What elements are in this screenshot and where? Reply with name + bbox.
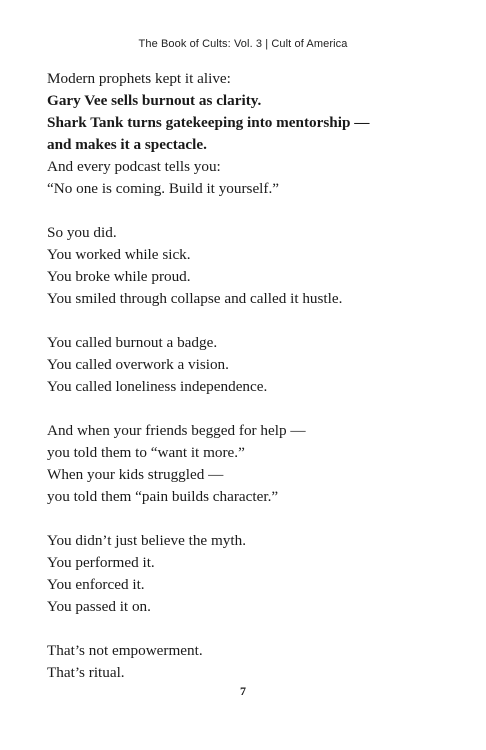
running-header: The Book of Cults: Vol. 3 | Cult of America: [138, 38, 348, 50]
poem-line: Gary Vee sells burnout as clarity.: [47, 92, 262, 109]
poem-line: You didn’t just believe the myth.: [47, 532, 246, 549]
page-body-text: [47, 68, 457, 684]
poem-line: When your kids struggled —: [47, 466, 224, 483]
poem-line: You called overwork a vision.: [47, 356, 229, 373]
poem-line: you told them “pain builds character.”: [47, 488, 279, 505]
poem-line: Shark Tank turns gatekeeping into mentorship —: [47, 114, 370, 131]
poem-line: you told them to “want it more.”: [47, 444, 245, 461]
poem-line: You called burnout a badge.: [47, 334, 218, 351]
poem-line: Modern prophets kept it alive:: [47, 70, 231, 87]
poem-line: So you did.: [47, 224, 117, 241]
stanza-break: [47, 200, 457, 222]
poem-line: That’s not empowerment.: [47, 642, 203, 659]
stanza-break: [47, 398, 457, 420]
stanza-break: [47, 618, 457, 640]
poem-line: That’s ritual.: [47, 664, 125, 681]
poem-line: You called loneliness independence.: [47, 378, 268, 395]
poem-line: “No one is coming. Build it yourself.”: [47, 180, 279, 197]
poem-line: You passed it on.: [47, 598, 151, 615]
poem-line: You smiled through collapse and called it hustle.: [47, 290, 343, 307]
poem-line: And when your friends begged for help —: [47, 422, 306, 439]
stanza-break: [47, 508, 457, 530]
poem-line: You performed it.: [47, 554, 155, 571]
poem-line: and makes it a spectacle.: [47, 136, 207, 153]
poem-line: You enforced it.: [47, 576, 145, 593]
page-number: 7: [240, 684, 246, 698]
poem-line: You worked while sick.: [47, 246, 191, 263]
poem-line: And every podcast tells you:: [47, 158, 221, 175]
poem-line: You broke while proud.: [47, 268, 191, 285]
stanza-break: [47, 310, 457, 332]
